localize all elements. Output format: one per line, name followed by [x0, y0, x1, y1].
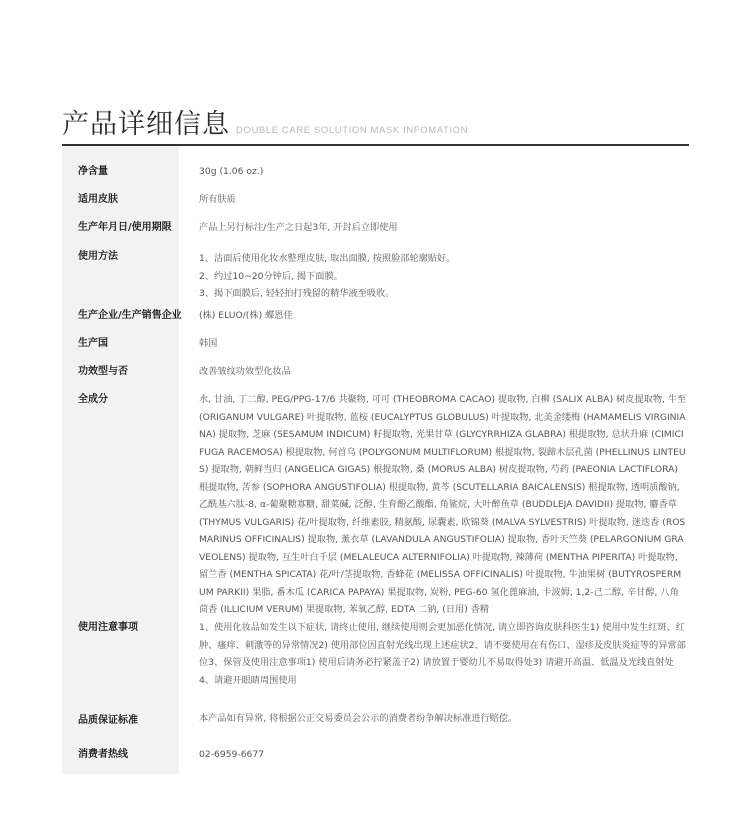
- row-value-ingredients: 水, 甘油, 丁二醇, PEG/PPG-17/6 共聚物, 可可 (THEOBROMA CACAO) 提取物, 白柳 (SALIX ALBA) 树皮提取物, 牛至 (ORIGANUM VULGARE) 叶提取物, 蓝桉 (EUCALYPTUS GLOBULUS) 叶提取物, 北美金缕梅 (HAMAMELIS VIRGINIANA) 提取物, 芝麻 (SESAMUM INDICUM) 籽提取物, 光果甘草 (GLYCYRRHIZA GLABRA) 根提取物, 总状升麻 (CIMICIFUGA RACEMOSA) 根提取物, 何首乌 (POLYGONUM MULTIFLORUM) 根提取物, 裂蹄木层孔菌 (PHELLINUS LINTEUS) 提取物, 朝鲜当归 (ANGELICA GIGAS) 根提取物, 桑 (MORUS ALBA) 树皮提取物, 芍药 (PAEONIA LACTIFLORA) 根提取物, 苦参 (SOPHORA ANGUSTIFOLIA) 根提取物, 黄芩 (SCUTELLARIA BAICALENSIS) 根提取物, 透明质酸钠, 乙酰基六肽-8, α-葡聚糖寡糖, 甜菜碱, 泛醇, 生育酚乙酸酯, 角鲨烷, 大叶醉鱼草 (BUDDLEJA DAVIDII) 提取物, 麝香草 (THYMUS VULGARIS) 花/叶提取物, 纤维素胶, 精氨酸, 尿囊素, 欧锦葵 (MALVA SYLVESTRIS) 叶提取物, 迷迭香 (ROSMARINUS OFFICINALIS) 提取物, 薰衣草 (LAVANDULA ANGUSTIFOLIA) 提取物, 香叶天竺葵 (PELARGONIUM GRAVEOLENS) 提取物, 互生叶白千层 (MELALEUCA ALTERNIFOLIA) 叶提取物, 辣薄荷 (MENTHA PIPERITA) 叶提取物, 留兰香 (MENTHA SPICATA) 花/叶/茎提取物, 香蜂花 (MELISSA OFFICINALIS) 叶提取物, 牛油果树 (BUTYROSPERMUM PARKII) 果脂, 番木瓜 (CARICA PAPAYA) 果提取物, 炭粉, PEG-60 氢化蓖麻油, 卡波姆, 1,2-己二醇, 辛甘醇, 八角茴香 (ILLICIUM VERUM) 果提取物, 苯氧乙醇, EDTA 二钠, (日用) 香精: [199, 394, 687, 615]
- row-label-functional: 功效型与否: [78, 366, 128, 377]
- row-value-skin-type: 所有肤质: [199, 194, 236, 205]
- row-value-country: 韩国: [199, 338, 218, 349]
- row-value-usage: 1、洁面后使用化妆水整理皮肤, 取出面膜, 按照脸部轮廓贴好。 2、约过10~20分钟后, 揭下面膜。 3、揭下面膜后, 轻轻拍打残留的精华液至吸收。: [199, 253, 456, 299]
- row-label-net-content: 净含量: [78, 166, 108, 177]
- row-label-ingredients: 全成分: [78, 394, 108, 405]
- row-value-net-content: 30g (1.06 oz.): [199, 166, 264, 177]
- row-value-manufacturer: (株) ELUO/(株) 蝶恩佳: [199, 310, 293, 321]
- product-info-table: [62, 146, 689, 774]
- page-title: 产品详细信息: [62, 109, 230, 140]
- row-label-quality-guarantee: 品质保证标准: [78, 715, 138, 726]
- row-label-hotline: 消费者热线: [78, 749, 128, 760]
- page-subtitle: DOUBLE CARE SOLUTION MASK INFOMATION: [236, 125, 469, 136]
- row-label-skin-type: 适用皮肤: [78, 194, 118, 205]
- row-label-usage: 使用方法: [78, 251, 118, 262]
- header: [62, 102, 468, 141]
- row-value-functional: 改善皱纹功效型化妆品: [199, 366, 291, 377]
- label-column-background: [62, 146, 182, 774]
- row-label-expiry: 生产年月日/使用期限: [78, 222, 172, 233]
- row-value-precautions: 1、使用化妆品如发生以下症状, 请终止使用, 继续使用则会更加恶化情况, 请立即咨询皮肤科医生1) 使用中发生红斑、红肿、瘙痒、刺激等的异常情况2) 使用部位因直射光线出现上述症状2、请不要使用在有伤口、湿疹及皮肤炎症等的异常部位3、保管及使用注意事项1) 使用后请务必拧紧盖子2) 请放置于婴幼儿不易取得处3) 请避开高温、低温及光线直射处4、请避开眼睛周围使用: [199, 622, 686, 686]
- row-label-precautions: 使用注意事项: [78, 622, 138, 633]
- row-label-manufacturer: 生产企业/生产销售企业: [78, 310, 182, 321]
- row-label-country: 生产国: [78, 338, 108, 349]
- row-value-quality-guarantee: 本产品如有异常, 将根据公正交易委员会公示的消费者纷争解决标准进行赔偿。: [199, 713, 518, 724]
- row-value-hotline: 02-6959-6677: [199, 749, 265, 760]
- row-value-expiry: 产品上另行标注/生产之日起3年, 开封后立即使用: [199, 222, 398, 233]
